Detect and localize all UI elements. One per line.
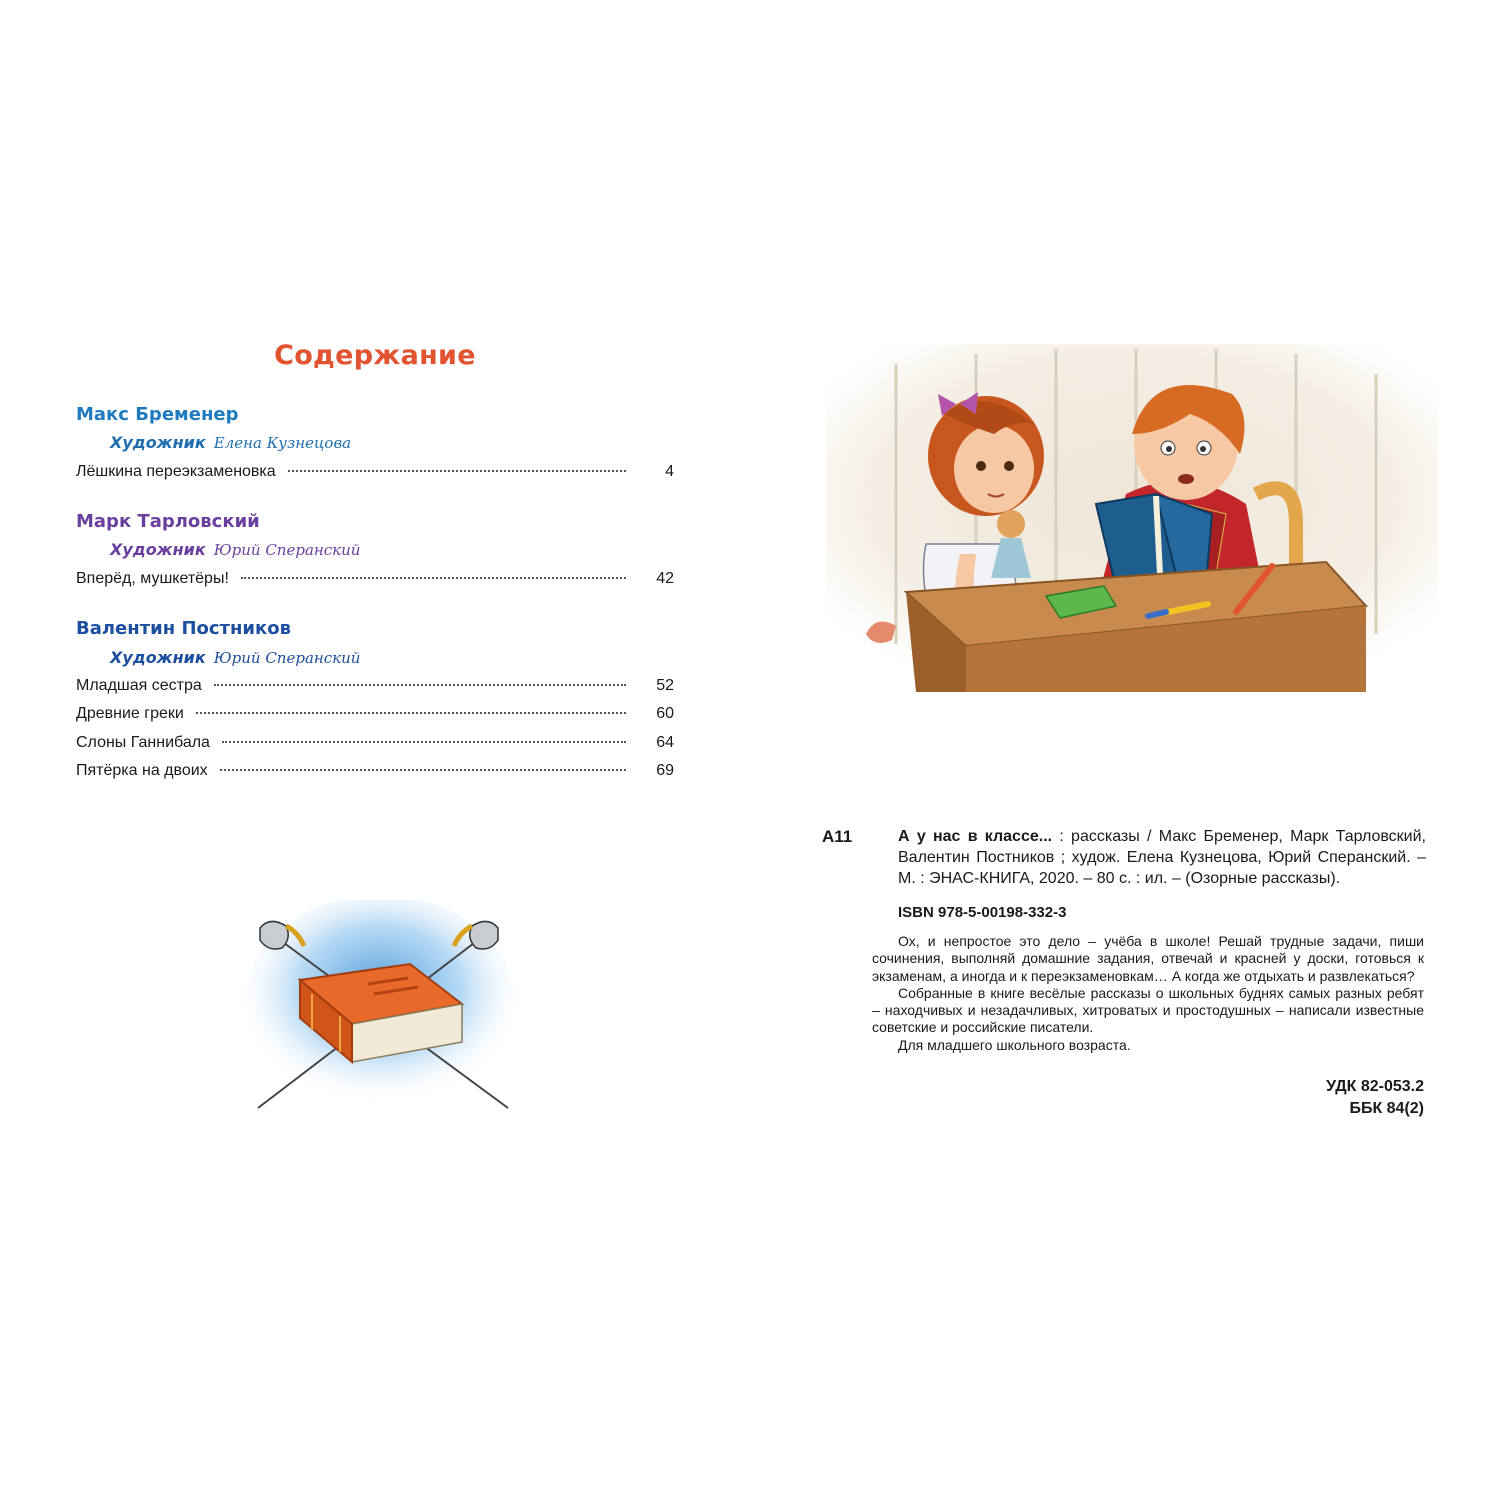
toc-entry[interactable] bbox=[76, 569, 674, 589]
toc-author: Валентин Постников bbox=[76, 618, 291, 639]
catalog-record-body bbox=[898, 826, 1426, 889]
toc-author: Марк Тарловский bbox=[76, 511, 260, 532]
toc-entry[interactable] bbox=[76, 761, 674, 781]
toc-entry-page: 60 bbox=[656, 705, 674, 722]
leader-dots bbox=[196, 712, 626, 714]
toc-entry-page: 64 bbox=[656, 734, 674, 751]
artist-name: Елена Кузнецова bbox=[213, 434, 352, 452]
bbk-code: ББК 84(2) bbox=[1349, 1100, 1424, 1117]
book-swords-illustration bbox=[240, 900, 530, 1120]
annotation bbox=[872, 933, 1424, 1054]
leader-dots bbox=[222, 741, 626, 743]
toc-artist-line bbox=[110, 648, 360, 668]
toc-entry[interactable] bbox=[76, 733, 674, 753]
leader-dots bbox=[288, 470, 626, 472]
annotation-paragraph: Для младшего школьного возраста. bbox=[898, 1036, 1131, 1053]
book-title: А у нас в классе... bbox=[898, 828, 1053, 845]
toc-entry-page: 42 bbox=[656, 570, 674, 587]
toc-entry-title: Пятёрка на двоих bbox=[76, 762, 208, 779]
leader-dots bbox=[214, 684, 626, 686]
toc-entry-title: Лёшкина переэкзаменовка bbox=[76, 463, 276, 480]
catalog-code: А11 bbox=[822, 827, 853, 846]
toc-entry-page: 69 bbox=[656, 762, 674, 779]
leader-dots bbox=[241, 577, 626, 579]
classification-codes bbox=[1326, 1076, 1424, 1120]
toc-entry-title: Слоны Ганнибала bbox=[76, 734, 210, 751]
leader-dots bbox=[220, 769, 626, 771]
annotation-paragraph: Ох, и непростое это дело – учёба в школе! Решай трудные задачи, пиши сочинения, выполняй домашние задания, отвечай и красней у доски, готовься к экзаменам, а иногда и к переэкзаменовкам… А когда же отдыхать и развлекаться? bbox=[872, 933, 1424, 984]
toc-entry-title: Вперёд, мушкетёры! bbox=[76, 570, 229, 587]
toc-entry[interactable] bbox=[76, 462, 674, 482]
toc-artist-line bbox=[110, 540, 360, 560]
toc-entry-title: Младшая сестра bbox=[76, 677, 202, 694]
toc-entry[interactable] bbox=[76, 704, 674, 724]
record-text: : рассказы / Макс Бременер, Марк Тарловский, Валентин Постников ; худож. Елена Кузнецова, Юрий Сперанский. – М. : ЭНАС-КНИГА, 2020. – 80 с. : ил. – (Озорные рассказы). bbox=[898, 828, 1426, 887]
artist-label: Художник bbox=[110, 433, 206, 452]
toc-entry-title: Древние греки bbox=[76, 705, 184, 722]
toc-artist-line bbox=[110, 433, 351, 453]
annotation-paragraph: Собранные в книге весёлые рассказы о школьных буднях самых разных ребят – находчивых и незадачливых, хитроватых и простодушных – написали известные советские и российские писатели. bbox=[872, 984, 1424, 1036]
toc-author: Макс Бременер bbox=[76, 404, 239, 425]
artist-name: Юрий Сперанский bbox=[213, 649, 361, 667]
udk-code: УДК 82-053.2 bbox=[1326, 1078, 1424, 1095]
toc-entry-page: 4 bbox=[665, 463, 674, 480]
artist-label: Художник bbox=[110, 540, 206, 559]
isbn: ISBN 978-5-00198-332-3 bbox=[898, 904, 1067, 921]
kids-reading-illustration bbox=[826, 344, 1438, 692]
contents-heading: Содержание bbox=[274, 340, 476, 371]
toc-entry-page: 52 bbox=[656, 677, 674, 694]
toc-entry[interactable] bbox=[76, 676, 674, 696]
artist-label: Художник bbox=[110, 648, 206, 667]
artist-name: Юрий Сперанский bbox=[213, 541, 361, 559]
catalog-record bbox=[822, 826, 1426, 889]
